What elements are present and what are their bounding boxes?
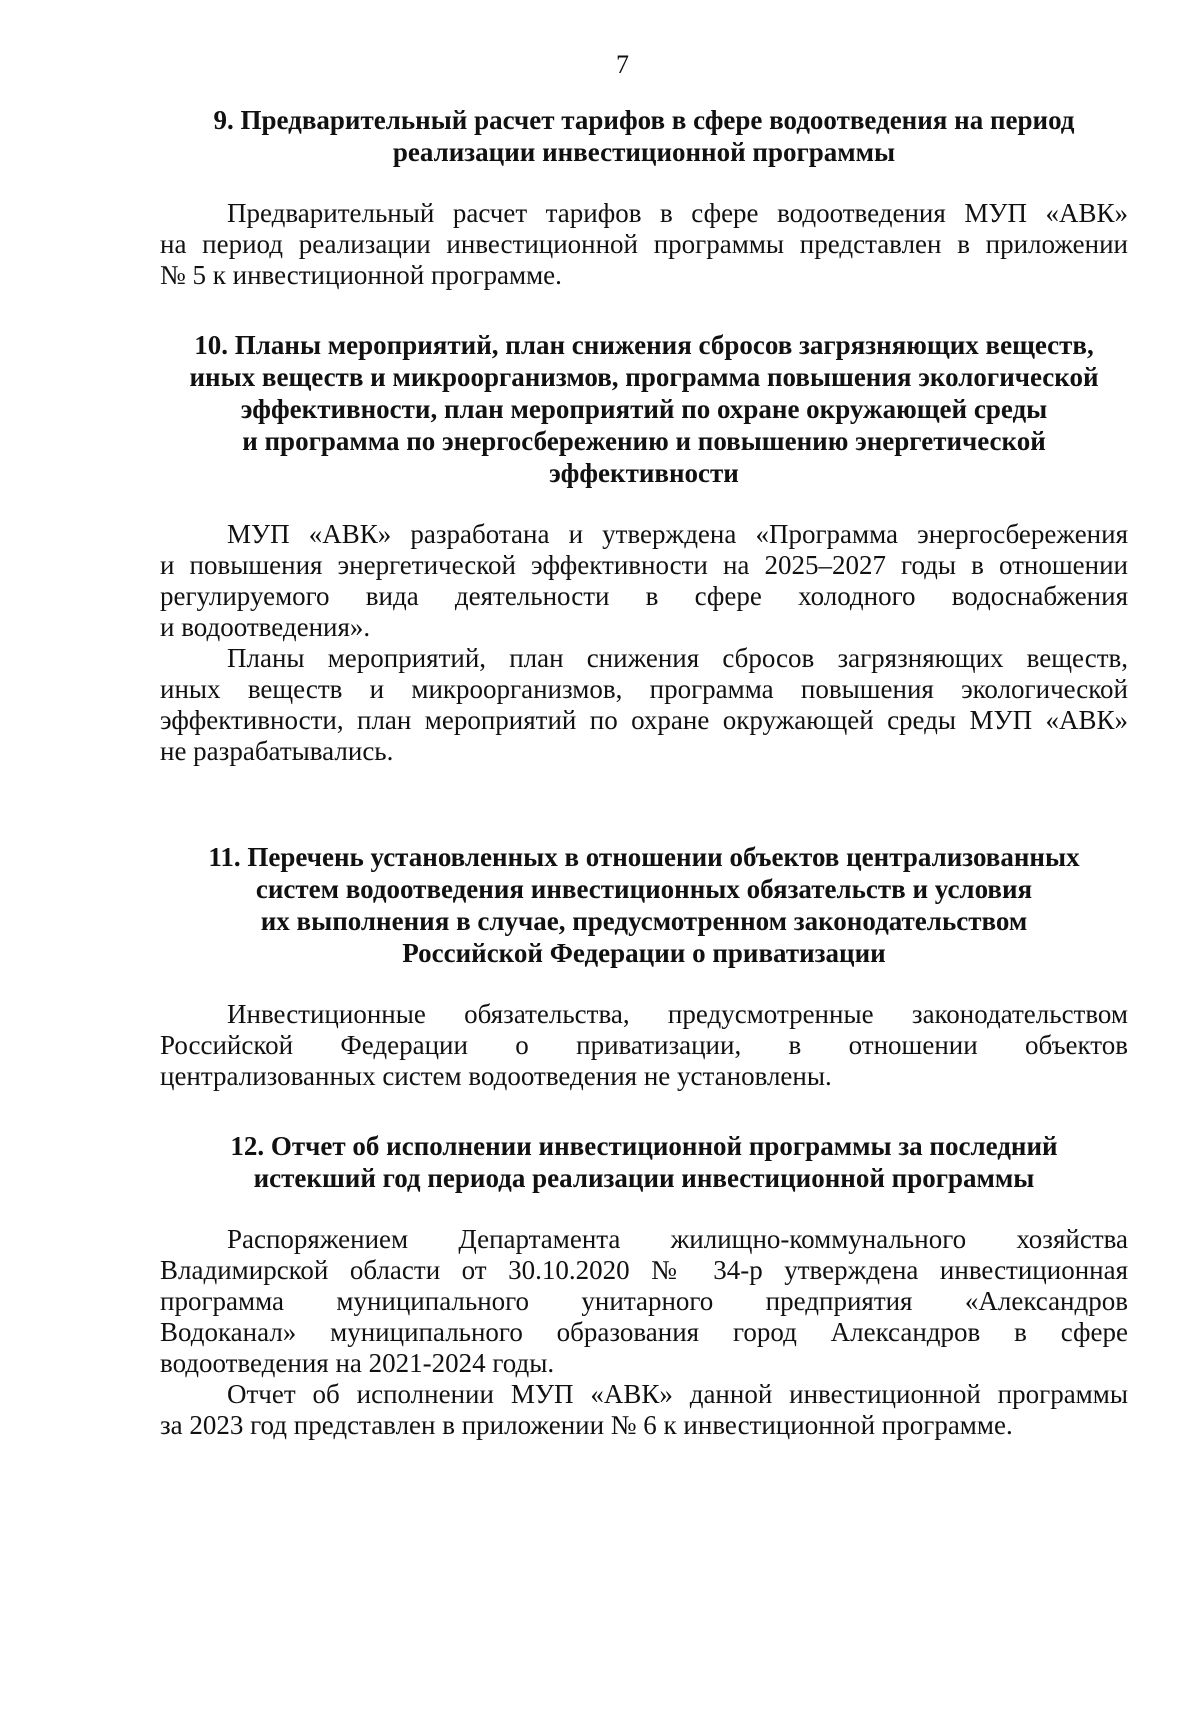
paragraph-line: водоотведения на 2021-2024 годы.	[160, 1348, 555, 1378]
paragraph-line: иных веществ и микроорганизмов, программа повышения экологической	[160, 674, 1128, 704]
paragraph-line: Российской Федерации о приватизации, в отношении объектов	[160, 1030, 1128, 1060]
paragraph-line: № 5 к инвестиционной программе.	[160, 260, 562, 290]
paragraph	[160, 1379, 1128, 1441]
heading-line: их выполнения в случае, предусмотренном законодательством	[260, 906, 1028, 936]
paragraph	[160, 1224, 1128, 1379]
paragraph	[160, 643, 1128, 767]
paragraph-line: не разрабатывались.	[160, 736, 394, 766]
paragraph-line: Владимирской области от 30.10.2020 № 34-р утверждена инвестиционная	[160, 1255, 1128, 1285]
paragraph-line: и повышения энергетической эффективности на 2025–2027 годы в отношении	[160, 550, 1128, 580]
section-heading	[160, 841, 1128, 969]
heading-line: Российской Федерации о приватизации	[402, 938, 886, 968]
paragraph-line: МУП «АВК» разработана и утверждена «Программа энергосбережения	[227, 519, 1128, 549]
heading-line: систем водоотведения инвестиционных обязательств и условия	[255, 874, 1033, 904]
paragraph-line: Водоканал» муниципального образования город Александров в сфере	[160, 1317, 1128, 1347]
heading-line: и программа по энергосбережению и повышению энергетической	[242, 426, 1046, 456]
paragraph-line: на период реализации инвестиционной программы представлен в приложении	[160, 229, 1128, 259]
heading-line: истекший год периода реализации инвестиционной программы	[253, 1163, 1035, 1193]
heading-line: эффективности, план мероприятий по охране окружающей среды	[240, 394, 1048, 424]
section-heading	[160, 329, 1128, 489]
heading-line: иных веществ и микроорганизмов, программа повышения экологической	[189, 362, 1099, 392]
paragraph-line: регулируемого вида деятельности в сфере холодного водоснабжения	[160, 581, 1128, 611]
heading-line: 11. Перечень установленных в отношении объектов централизованных	[208, 842, 1080, 872]
paragraph	[160, 519, 1128, 643]
paragraph-line: Распоряжением Департамента жилищно-коммунального хозяйства	[227, 1224, 1128, 1254]
section-11	[160, 841, 1128, 1092]
section-heading	[160, 1130, 1128, 1194]
section-9	[160, 104, 1128, 291]
heading-line: эффективности	[549, 458, 739, 488]
paragraph-line: Предварительный расчет тарифов в сфере водоотведения МУП «АВК»	[227, 198, 1128, 228]
paragraph	[160, 999, 1128, 1092]
paragraph-line: программа муниципального унитарного предприятия «Александров	[160, 1286, 1128, 1316]
heading-line: реализации инвестиционной программы	[392, 137, 896, 167]
paragraph-line: за 2023 год представлен в приложении № 6 к инвестиционной программе.	[160, 1410, 1013, 1440]
paragraph-line: Инвестиционные обязательства, предусмотренные законодательством	[227, 999, 1128, 1029]
paragraph-line: и водоотведения».	[160, 612, 371, 642]
paragraph	[160, 198, 1128, 291]
paragraph-line: централизованных систем водоотведения не установлены.	[160, 1061, 832, 1091]
heading-line: 10. Планы мероприятий, план снижения сбросов загрязняющих веществ,	[194, 330, 1094, 360]
paragraph-line: Планы мероприятий, план снижения сбросов загрязняющих веществ,	[227, 643, 1128, 673]
paragraph-line: Отчет об исполнении МУП «АВК» данной инвестиционной программы	[227, 1379, 1128, 1409]
paragraph-line: эффективности, план мероприятий по охране окружающей среды МУП «АВК»	[160, 705, 1128, 735]
section-12	[160, 1130, 1128, 1441]
heading-line: 12. Отчет об исполнении инвестиционной программы за последний	[230, 1131, 1058, 1161]
page-number: 7	[616, 50, 629, 79]
document-body	[160, 104, 1128, 1441]
heading-line: 9. Предварительный расчет тарифов в сфере водоотведения на период	[213, 105, 1075, 135]
section-10	[160, 329, 1128, 767]
section-heading	[160, 104, 1128, 168]
